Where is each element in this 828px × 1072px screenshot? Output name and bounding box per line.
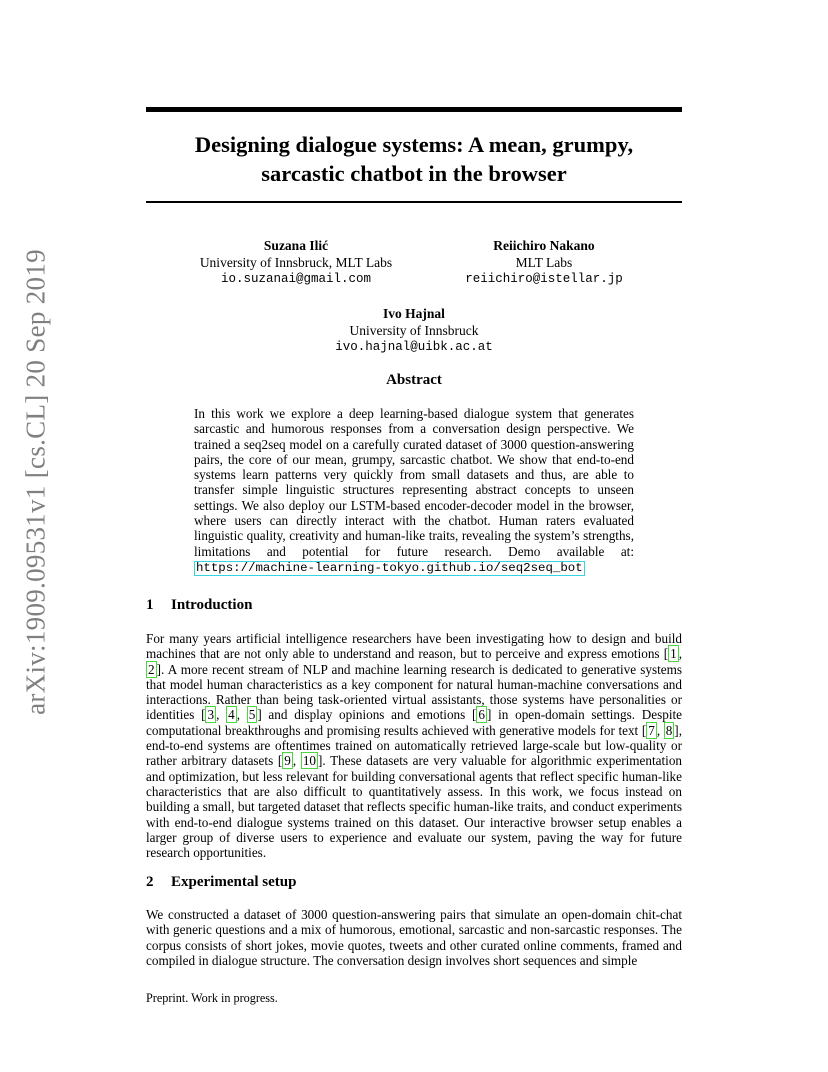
section-title: Introduction: [171, 597, 253, 613]
preprint-footnote: Preprint. Work in progress.: [146, 991, 278, 1005]
author-block-2: [444, 238, 644, 288]
section-heading-introduction: [146, 597, 252, 614]
author-email[interactable]: reiichiro@istellar.jp: [465, 272, 623, 286]
paragraph-text: ]. These datasets are very valuable for algorithmic experimentation and optimization, but less relevant for building conversational agents that reflect specific human-like characteristics that are also difficult to quantitatively assess. In this work, we focus instead on building a small, but targeted dataset that reflects specific human-like traits, and conduct experiments with end-to-end dialogue systems trained on this dataset. Our interactive browser setup enables a larger group of diverse users to experience and evaluate our system, paving the way for future research opportunities.: [146, 753, 683, 861]
abstract-text: In this work we explore a deep learning-based dialogue system that generates sarcastic and humorous responses from a conversation design perspective. We trained a seq2seq model on a carefully curated dataset of 3000 question-answering pairs, the core of our mean, grumpy, sarcastic chatbot. We show that end-to-end systems learn patterns very quickly from small datasets and thus, are able to transfer simple linguistic structures representing abstract concepts to unseen settings. We also deploy our LSTM-based encoder-decoder model in the browser, where users can directly interact with the chatbot. Human raters evaluated linguistic quality, creativity and human-like traits, revealing the system’s strengths, limitations and potential for future research. Demo available at:: [194, 406, 634, 559]
paragraph-text: ] and display opinions and emotions [: [257, 707, 477, 723]
author-name: Suzana Ilić: [263, 238, 329, 253]
paragraph-text: ]. A more recent stream of NLP and machine learning research is dedicated to generative systems that model human characteristics as a key component for natural human-machine conversations and interactions. Rather than being task-oriented virtual assistants, those systems have personalities or identities [: [146, 661, 682, 723]
citation-link[interactable]: 5: [248, 707, 256, 723]
section-number: 1: [146, 597, 154, 613]
author-name: Ivo Hajnal: [383, 306, 445, 321]
section-heading-experimental-setup: [146, 874, 296, 891]
author-block-1: [196, 238, 396, 288]
citation-link[interactable]: 3: [207, 707, 215, 723]
citation-link[interactable]: 10: [302, 753, 317, 769]
author-affiliation: MLT Labs: [515, 254, 573, 270]
title-rule-top: [146, 107, 682, 112]
citation-link[interactable]: 1: [670, 646, 677, 662]
experimental-setup-paragraph: We constructed a dataset of 3000 question-answering pairs that simulate an open-domain chit-chat with generic questions and a mix of humorous, emotional, sarcastic and non-sarcastic responses. The corpus consists of short jokes, movie quotes, tweets and other curated online comments, framed and compiled in dialogue structure. The conversation design involves short sequences and simple: [146, 907, 682, 968]
paper-title: [146, 130, 682, 188]
citation-link[interactable]: 2: [148, 661, 155, 677]
author-email[interactable]: ivo.hajnal@uibk.ac.at: [335, 340, 493, 354]
demo-link[interactable]: https://machine-learning-tokyo.github.io/seq2seq_bot: [196, 560, 583, 575]
paragraph-text: For many years artificial intelligence researchers have been investigating how to design and build machines that are not only able to understand and reason, but to perceive and express emotions [: [146, 631, 682, 662]
title-rule-bottom: [146, 201, 682, 203]
introduction-paragraph: For many years artificial intelligence researchers have been investigating how to design and build machines that are not only able to understand and reason, but to perceive and express emotions [ 1 , 2 ]. A more recent stream of NLP and machine learning research is dedicated to generative systems that model human characteristics as a key component for natural human-machine conversations and interactions. Rather than being task-oriented virtual assistants, those systems have personalities or identities [ 3 , 4 , 5 ] and display opinions and emotions [ 6 ] in open-domain settings. Despite computational breakthroughs and promising results achieved with generative models for text [ 7 , 8 ], end-to-end systems are oftentimes trained on automatically retrieved large-scale but low-quality or rather arbitrary datasets [ 9 , 10 ]. These datasets are very valuable for algorithmic experimentation and optimization, but less relevant for building conversational agents that reflect specific human-like characteristics that are also difficult to quantitatively assess. In this work, we focus instead on building a small, but targeted dataset that reflects specific human-like traits, and conduct experiments with end-to-end dialogue systems trained on this dataset. Our interactive browser setup enables a larger group of diverse users to experience and evaluate our system, paving the way for future research opportunities.: [146, 631, 683, 861]
citation-link[interactable]: 7: [648, 722, 655, 738]
citation-link[interactable]: 8: [665, 722, 673, 738]
paragraph-text: ] in open-domain settings. Despite computational breakthroughs and promising results achieved with generative models for text [: [146, 707, 683, 738]
arxiv-side-stamp: [6, 249, 66, 715]
arxiv-identifier: arXiv:1909.09531v1 [cs.CL] 20 Sep 2019: [20, 249, 51, 715]
author-affiliation: University of Innsbruck: [349, 322, 479, 338]
title-line-2: sarcastic chatbot in the browser: [261, 161, 567, 186]
section-number: 2: [146, 874, 154, 890]
citation-link[interactable]: 6: [478, 707, 485, 723]
author-affiliation: University of Innsbruck, MLT Labs: [199, 254, 393, 270]
section-title: Experimental setup: [171, 874, 297, 890]
citation-link[interactable]: 9: [284, 753, 291, 769]
abstract-body: [194, 406, 634, 576]
author-email[interactable]: io.suzanai@gmail.com: [220, 272, 372, 286]
citation-link[interactable]: 4: [228, 707, 235, 723]
abstract-heading: Abstract: [386, 372, 442, 388]
paragraph-text: ], end-to-end systems are oftentimes trained on automatically retrieved large-scale but low-quality or rather arbitrary datasets [: [146, 722, 682, 769]
author-name: Reiichiro Nakano: [493, 238, 595, 253]
author-block-3: [314, 306, 514, 356]
title-line-1: Designing dialogue systems: A mean, grumpy,: [194, 132, 634, 157]
